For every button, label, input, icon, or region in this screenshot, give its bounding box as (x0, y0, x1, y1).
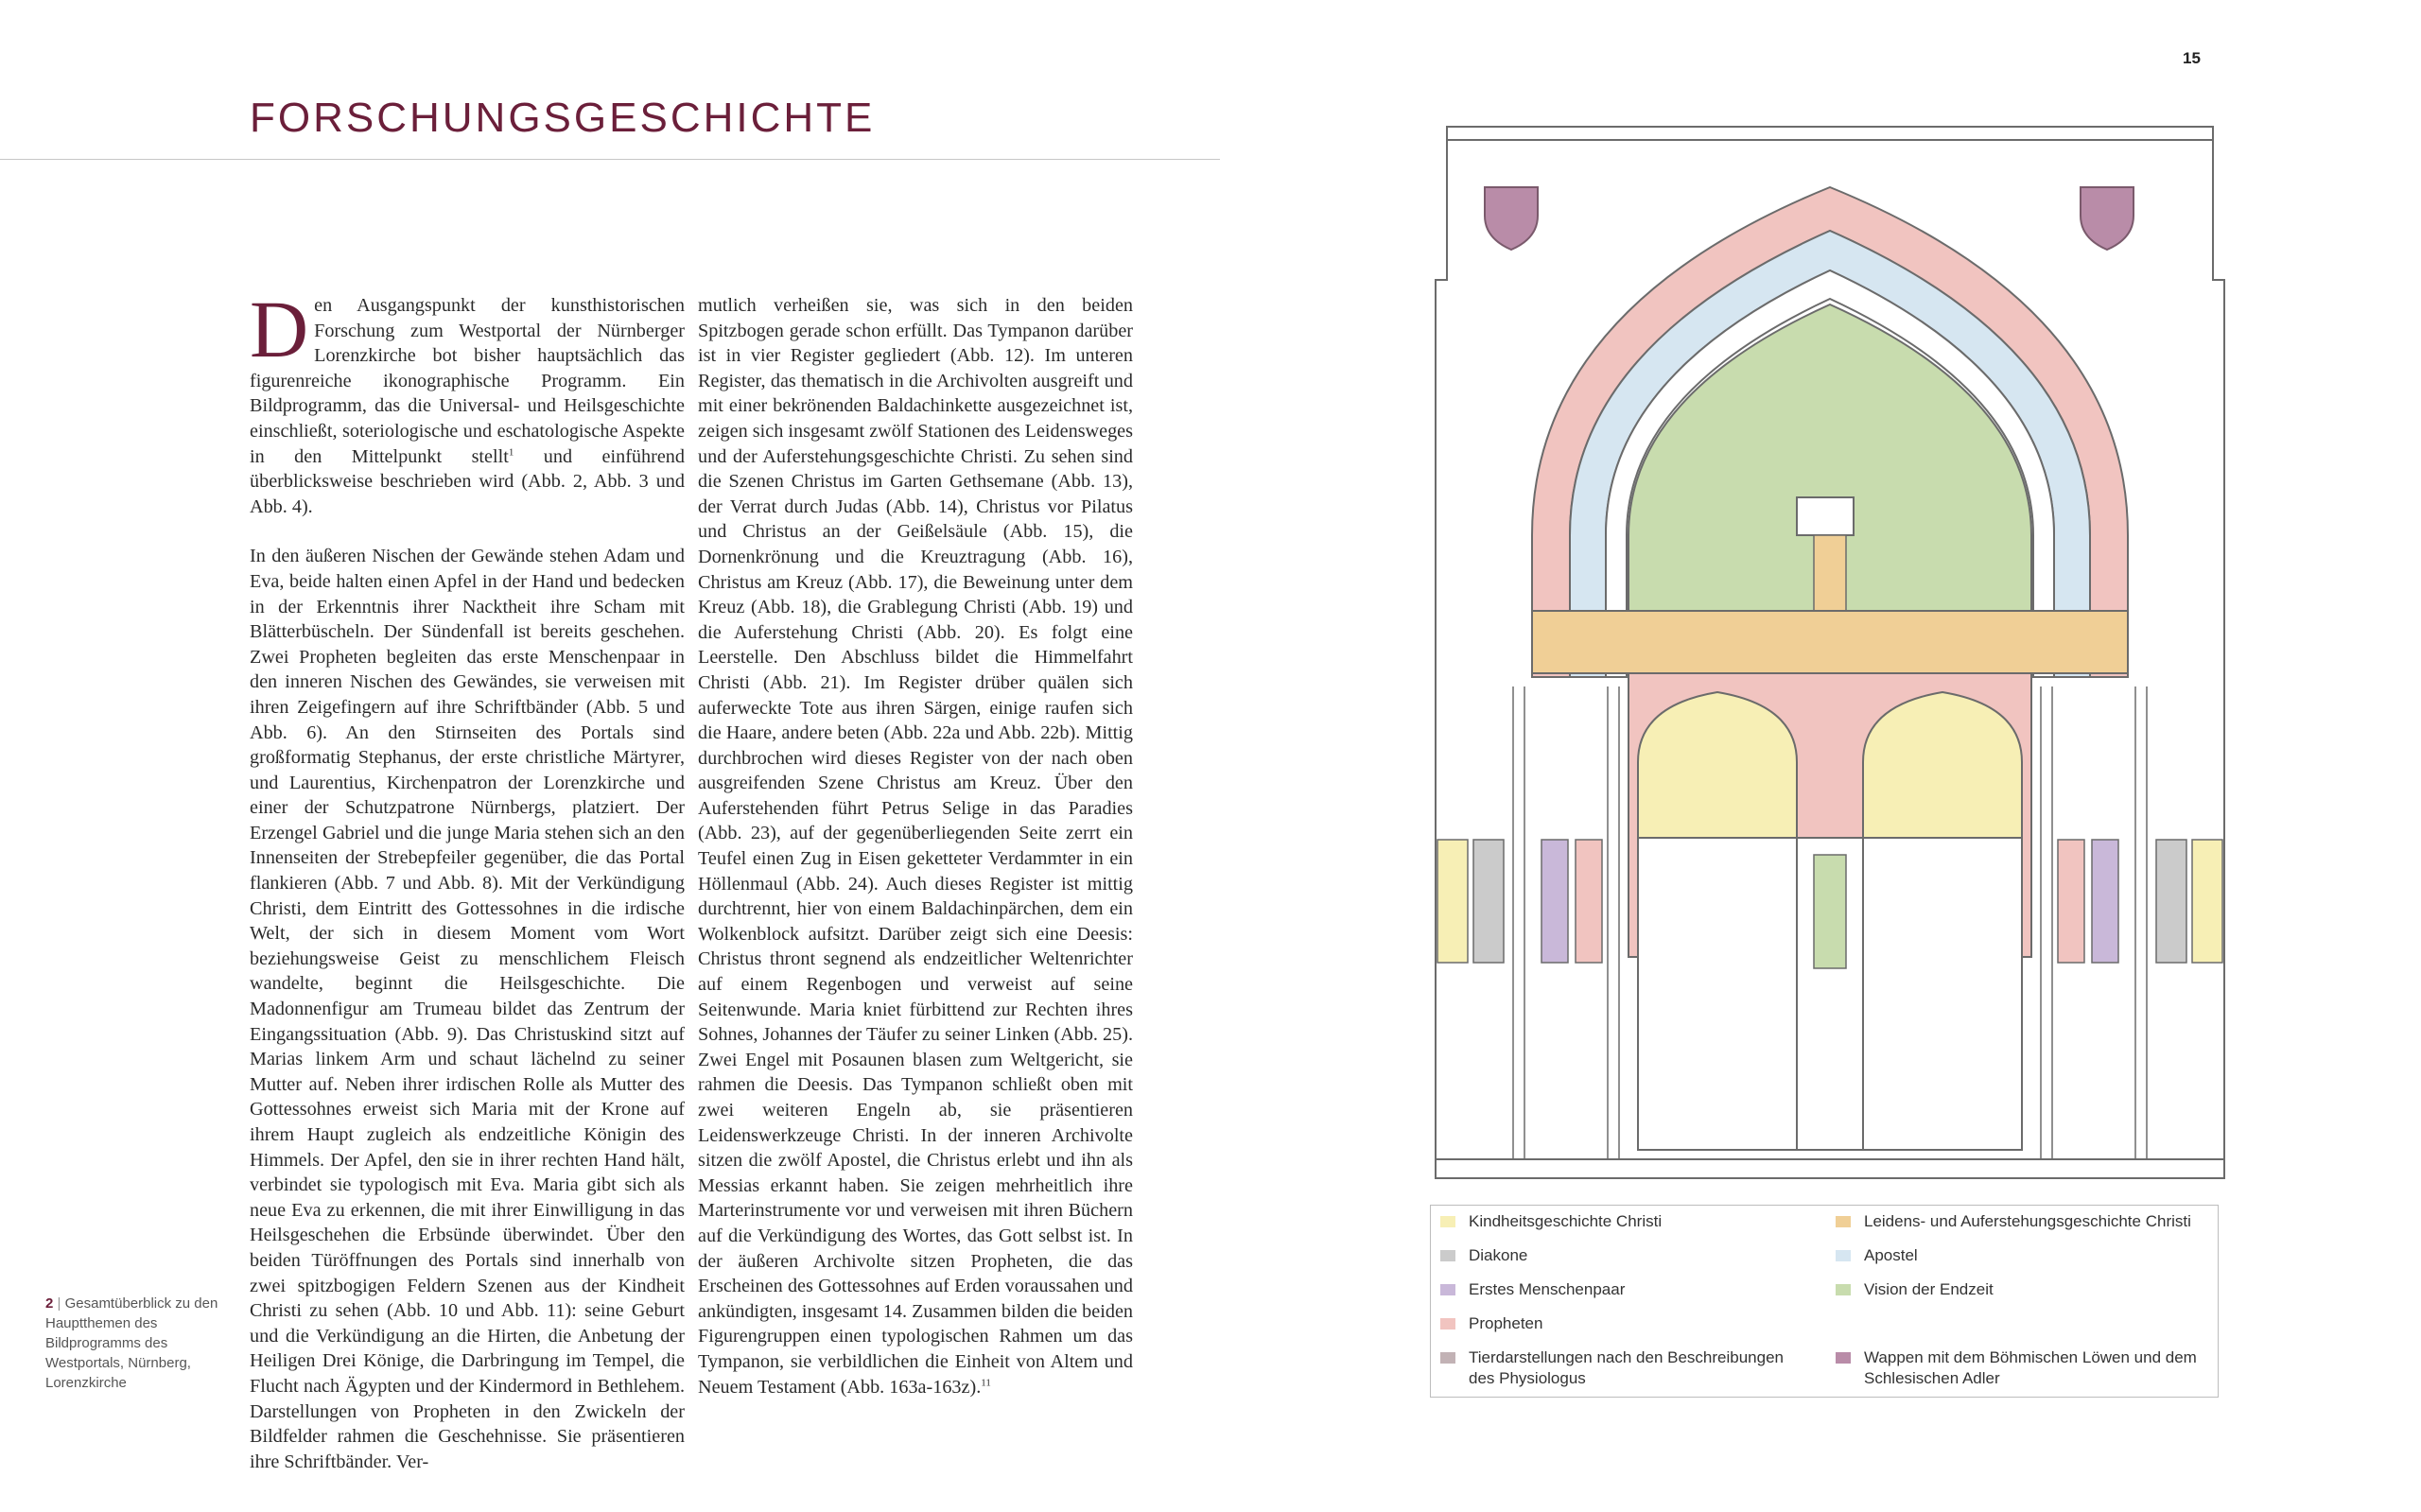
jamb-figure-maria (2192, 840, 2222, 963)
footnote-ref: 11 (981, 1376, 991, 1388)
jamb-figure-gabriel (1437, 840, 1468, 963)
legend-item (1836, 1279, 2204, 1300)
legend-label: Wappen mit dem Böhmischen Löwen und dem Schlesischen Adler (1864, 1348, 2197, 1387)
legend-label: Propheten (1469, 1314, 1543, 1332)
door-right (1863, 838, 2022, 1150)
portal-base (1436, 1159, 2224, 1178)
legend-label: Tierdarstellungen nach den Beschreibungen des Physiologus (1469, 1348, 1784, 1387)
jamb-figure-laurentius (2156, 840, 2186, 963)
caption-text: Gesamtüberblick zu den Hauptthemen des Bildprogramms des Westportals, Nürnberg, Lorenzkirche (45, 1295, 218, 1391)
footnote-ref: 1 (508, 445, 514, 458)
legend-item (1836, 1347, 2204, 1389)
legend-label: Erstes Menschenpaar (1469, 1280, 1626, 1298)
legend-item (1440, 1211, 1809, 1232)
passion-band (1532, 611, 2128, 673)
paragraph-2: In den äußeren Nischen der Gewände stehen Adam und Eva, beide halten einen Apfel in der Hand und bedecken in der Erkenntnis ihrer Nacktheit ihre Scham mit Blätterbüscheln. Der Sündenfall ist bereits geschehen. Zwei Propheten begleiten das erste Menschenpaar in den inneren Nischen des Gewändes, sie verweisen mit ihren Zeigefingern auf ihre Schriftbänder (Abb. 5 und Abb. 6). An den Stirnseiten des Portals sind großformatig Stephanus, der erste christliche Märtyrer, und Laurentius, Kirchenpatron der Lorenzkirche und einer der Schutzpatrone Nürnbergs, platziert. Der Erzengel Gabriel und die junge Maria stehen sich an den Innenseiten der Strebepfeiler gegenüber, die das Portal flankieren (Abb. 7 und Abb. 8). Mit der Verkündigung Christi, dem Eintritt des Gottessohnes in die irdische Welt, der sich in diesem Moment vom Wort beziehungsweise Geist zu menschlichem Fleisch wandelte, beginnt die Heilsgeschichte. Die Madonnenfigur am Trumeau bildet das Zentrum der Eingangssituation (Abb. 9). Das Christuskind sitzt auf Marias linkem Arm und schaut lächelnd zu seiner Mutter auf. Neben ihrer irdischen Rolle als Mutter des Gottessohnes erweist sich Maria mit der Krone auf ihrem Haupt zugleich als endzeitliche Königin des Himmels. Der Apfel, den sie in ihrer rechten Hand hält, verbindet sie typologisch mit Eva. Maria gibt sich als neue Eva zu erkennen, die mit ihrer Einwilligung in das Heilsgeschehen die Erbsünde überwindet. Über den beiden Türöffnungen des Portals sind innerhalb von zwei spitzbogigen Feldern Szenen aus der Kindheit Christi zu sehen (Abb. 10 und Abb. 11): seine Geburt und die Verkündigung an die Hirten, die Anbetung der Heiligen Drei Könige, die Darbringung im Tempel, die Flucht nach Ägypten und der Kindermord in Bethlehem. Darstellungen von Propheten in den Zwickeln der Bildfelder rahmen die Geschehnisse. Sie präsentieren ihre Schriftbänder. Ver- (250, 546, 685, 1472)
legend-item (1440, 1347, 1809, 1389)
section-title: FORSCHUNGSGESCHICHTE (250, 95, 876, 141)
madonna-figure (1814, 855, 1846, 968)
caption-separator: | (57, 1295, 61, 1312)
childhood-arch-right (1863, 692, 2022, 838)
crucifixion-column (1814, 535, 1846, 611)
legend-label: Apostel (1864, 1246, 1918, 1264)
text-column-left (250, 284, 685, 1499)
legend (1430, 1205, 2219, 1398)
childhood-arch-left (1638, 692, 1797, 838)
jamb-figure-prophet-right (2058, 840, 2084, 963)
jamb-figure-prophet-left (1576, 840, 1602, 963)
jamb-figure-eva (2092, 840, 2118, 963)
jamb-figure-adam (1541, 840, 1568, 963)
legend-swatch (1836, 1216, 1851, 1227)
page-number: 15 (2183, 49, 2201, 67)
drop-cap: D (250, 284, 309, 374)
legend-item (1836, 1245, 2204, 1266)
legend-label: Vision der Endzeit (1864, 1280, 1994, 1298)
paragraph-1-end: und einführend überblicksweise beschrieben wird (Abb. 2, Abb. 3 und Abb. 4). (250, 445, 685, 517)
legend-swatch (1440, 1352, 1455, 1364)
portal-top-molding (1447, 127, 2213, 140)
jamb-figure-stephanus (1473, 840, 1504, 963)
paragraph-3-text: mutlich verheißen sie, was sich in den beiden Spitzbogen gerade schon erfüllt. Das Tympanon darüber ist in vier Register gegliedert (Abb. 12). Im unteren Register, das thematisch in die Archivolten ausgreift und mit einer bekrönenden Baldachinkette ausgezeichnet ist, zeigen sich insgesamt zwölf Stationen des Leidensweges und der Auferstehungsgeschichte Christi. Zu sehen sind die Szenen Christus im Garten Gethsemane (Abb. 13), der Verrat durch Judas (Abb. 14), Christus vor Pilatus und Christus an der Geißelsäule (Abb. 15), die Dornenkrönung und die Kreuztragung (Abb. 16), Christus am Kreuz (Abb. 17), die Beweinung unter dem Kreuz (Abb. 18), die Grablegung Christi (Abb. 19) und die Auferstehung Christi (Abb. 20). Es folgt eine Leerstelle. Den Abschluss bildet die Himmelfahrt Christi (Abb. 21). Im Register drüber quälen sich auferweckte Tote aus ihren Särgen, einige raufen sich die Haare, andere beten (Abb. 22a und Abb. 22b). Mittig durchbrochen wird dieses Register von der nach oben ausgreifenden Szene Christus am Kreuz. Über den Auferstehenden führt Petrus Selige in das Paradies (Abb. 23), auf der gegenüberliegenden Seite zerrt ein Teufel einen Zug in Eisen geketteter Verdammter in ein Höllenmaul (Abb. 24). Auch dieses Register ist mittig durchtrennt, hier von einem Baldachinpärchen, dem ein Wolkenblock aufsitzt. Darüber zeigt sich eine Deesis: Christus thront segnend als endzeitlicher Weltenrichter auf einem Regenbogen und verweist auf seine Seitenwunde. Maria kniet fürbittend zur Rechten ihres Sohnes, Johannes der Täufer zu seiner Linken (Abb. 25). Zwei Engel mit Posaunen blasen zum Weltgericht, sie rahmen die Deesis. Das Tympanon schließt oben mit zwei weiteren Engeln ab, sie präsentieren Leidenswerkzeuge Christi. In der inneren Archivolte sitzen die zwölf Apostel, die Christus erlebt und ihn als Messias erkannt haben. Sie zeigen mehrheitlich ihre Marterinstrumente vor und verweisen mit ihren Büchern auf die Verkündigung des Wortes, das Gott selbst ist. In der äußeren Archivolte sitzen Propheten, die das Erscheinen des Gottessohnes auf Erden voraussahen und ankündigten, insgesamt 14. Zusammen bilden die beiden Figurengruppen einen typologischen Rahmen um das Tympanon, sie verbildlichen die Einheit von Altem und Neuem Testament (Abb. 163a-163z). (698, 295, 1133, 1398)
legend-item (1836, 1211, 2204, 1232)
legend-item (1440, 1279, 1809, 1300)
legend-swatch (1440, 1318, 1455, 1330)
legend-label: Kindheitsgeschichte Christi (1469, 1212, 1663, 1230)
legend-item (1440, 1245, 1809, 1266)
paragraph-3 (698, 293, 1133, 1399)
door-left (1638, 838, 1797, 1150)
legend-swatch (1440, 1284, 1455, 1295)
figure-number: 2 (45, 1295, 54, 1312)
title-rule (0, 159, 1220, 160)
legend-label: Diakone (1469, 1246, 1528, 1264)
paragraph-1 (250, 284, 685, 519)
figure-caption (45, 1294, 225, 1393)
legend-label: Leidens- und Auferstehungsgeschichte Christi (1864, 1212, 2191, 1230)
legend-item (1440, 1313, 1809, 1334)
text-column-right (698, 293, 1133, 1424)
legend-swatch (1836, 1284, 1851, 1295)
tympanum-cloud-block (1797, 497, 1854, 535)
portal-diagram (1419, 119, 2241, 1188)
portal-diagram-svg (1419, 119, 2241, 1188)
legend-swatch (1836, 1250, 1851, 1261)
legend-swatch (1440, 1250, 1455, 1261)
legend-swatch (1836, 1352, 1851, 1364)
legend-swatch (1440, 1216, 1455, 1227)
paragraph-1-text: en Ausgangspunkt der kunsthistorischen Forschung zum Westportal der Nürnberger Lorenzkirche bot bisher hauptsächlich das figurenreiche ikonographische Programm. Ein Bildprogramm, das die Universal- und Heilsgeschichte einschließt, soteriologische und eschatologische Aspekte in den Mittelpunkt stellt (250, 295, 685, 467)
coat-of-arms-right (2081, 187, 2134, 250)
coat-of-arms-left (1485, 187, 1538, 250)
